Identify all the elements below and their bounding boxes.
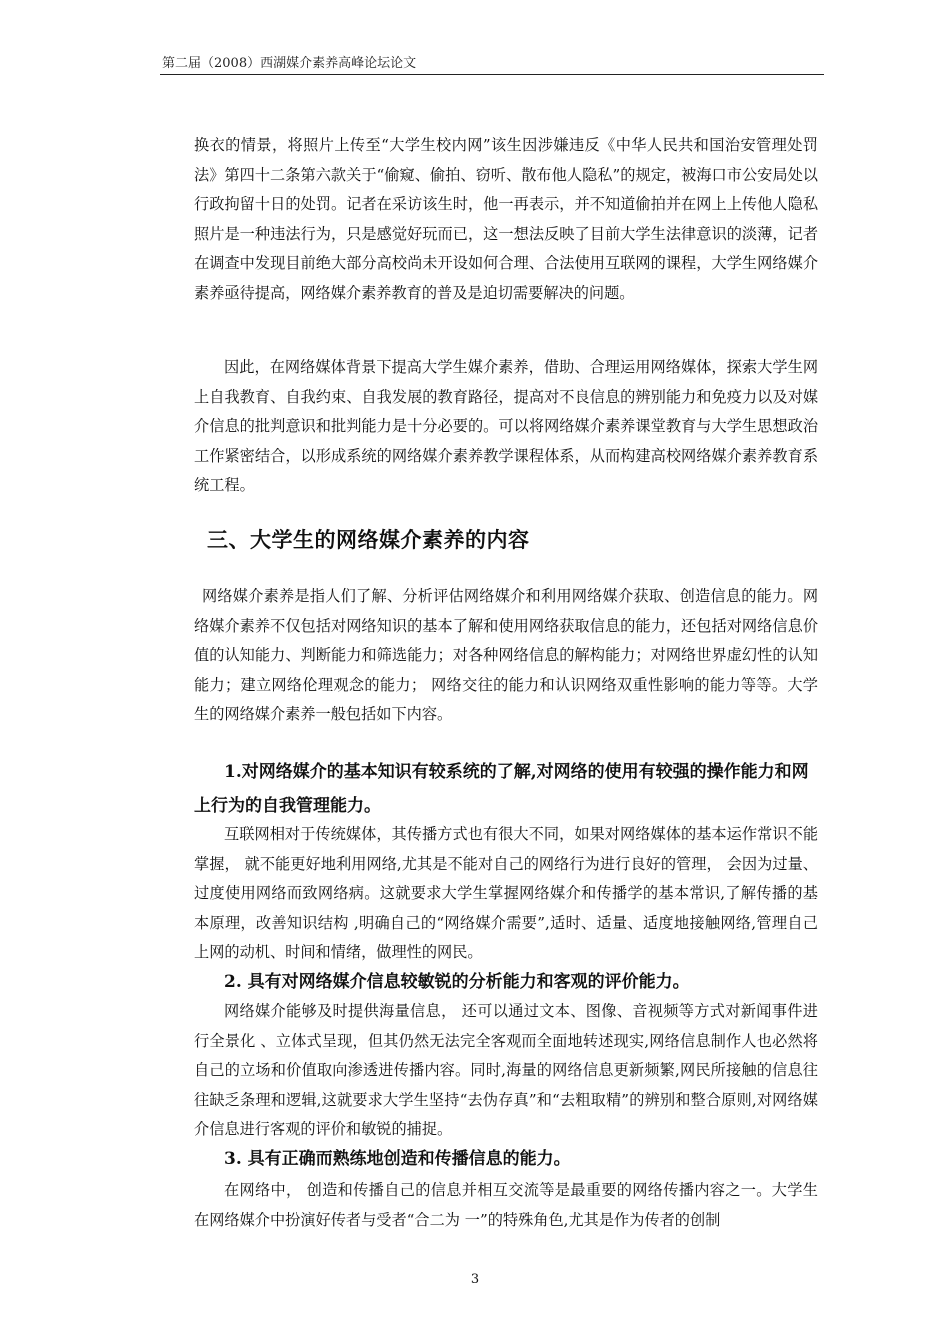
paragraph-item-3: 在网络中， 创造和传播自己的信息并相互交流等是最重要的网络传播内容之一。大学生在网络媒介中扮演好传者与受者“合二为 一”的特殊角色,尤其是作为传者的创制 xyxy=(194,1181,818,1229)
subheading-item-3: 3. 具有正确而熟练地创造和传播信息的能力。 xyxy=(224,1149,571,1169)
paragraph-definition: 网络媒介素养是指人们了解、分析评估网络媒介和利用网络媒介获取、创造信息的能力。网络媒介素养不仅包括对网络知识的基本了解和使用网络获取信息的能力，还包括对网络信息价值的认知能力、判断能力和筛选能力；对各种网络信息的解构能力；对网络世界虚幻性的认知能力；建立网络伦理观念的能力； 网络交往的能力和认识网络双重性影响的能力等等。大学生的网络媒介素养一般包括如下内容。 xyxy=(194,587,818,723)
running-header: 第二届（2008）西湖媒介素养高峰论坛论文 xyxy=(162,56,417,71)
paragraph-item-2: 网络媒介能够及时提供海量信息， 还可以通过文本、图像、音视频等方式对新闻事件进行全景化 、立体式呈现，但其仍然无法完全客观而全面地转述现实,网络信息制作人也必然将自己的立场和价值取向渗透进传播内容。同时,海量的网络信息更新频繁,网民所接触的信息往往缺乏条理和逻辑,这就要求大学生坚持“去伪存真”和“去粗取精”的辨别和整合原则,对网络媒介信息进行客观的评价和敏锐的捕捉。 xyxy=(194,1002,818,1138)
paragraph-privacy-case: 换衣的情景，将照片上传至“大学生校内网”该生因涉嫌违反《中华人民共和国治安管理处罚法》第四十二条第六款关于“偷窥、偷拍、窃听、散布他人隐私”的规定，被海口市公安局处以行政拘留十日的处罚。记者在采访该生时，他一再表示，并不知道偷拍并在网上上传他人隐私照片是一种违法行为，只是感觉好玩而已，这一想法反映了目前大学生法律意识的淡薄，记者在调查中发现目前绝大部分高校尚未开设如何合理、合法使用互联网的课程，大学生网络媒介素养亟待提高，网络媒介素养教育的普及是迫切需要解决的问题。 xyxy=(194,136,818,302)
subheading-item-2: 2. 具有对网络媒介信息较敏锐的分析能力和客观的评价能力。 xyxy=(224,972,690,992)
header-rule xyxy=(160,74,824,75)
paragraph-item-1: 互联网相对于传统媒体，其传播方式也有很大不同，如果对网络媒体的基本运作常识不能掌握， 就不能更好地利用网络,尤其是不能对自己的网络行为进行良好的管理， 会因为过量、过度使用网络而致网络病。这就要求大学生掌握网络媒介和传播学的基本常识,了解传播的基本原理，改善知识结构 ,明确自己的“网络媒介需要”,适时、适量、适度地接触网络,管理自己上网的动机、时间和情绪，做理性的网民。 xyxy=(194,825,818,961)
paragraph-necessity: 因此，在网络媒体背景下提高大学生媒介素养，借助、合理运用网络媒体，探索大学生网上自我教育、自我约束、自我发展的教育路径，提高对不良信息的辨别能力和免疫力以及对媒介信息的批判意识和批判能力是十分必要的。可以将网络媒介素养课堂教育与大学生思想政治工作紧密结合，以形成系统的网络媒介素养教学课程体系，从而构建高校网络媒介素养教育系统工程。 xyxy=(194,358,818,494)
subheading-item-1: 1.对网络媒介的基本知识有较系统的了解,对网络的使用有较强的操作能力和网上行为的自我管理能力。 xyxy=(194,762,809,816)
section-heading: 三、大学生的网络媒介素养的内容 xyxy=(207,527,530,552)
page-number: 3 xyxy=(470,1272,480,1287)
